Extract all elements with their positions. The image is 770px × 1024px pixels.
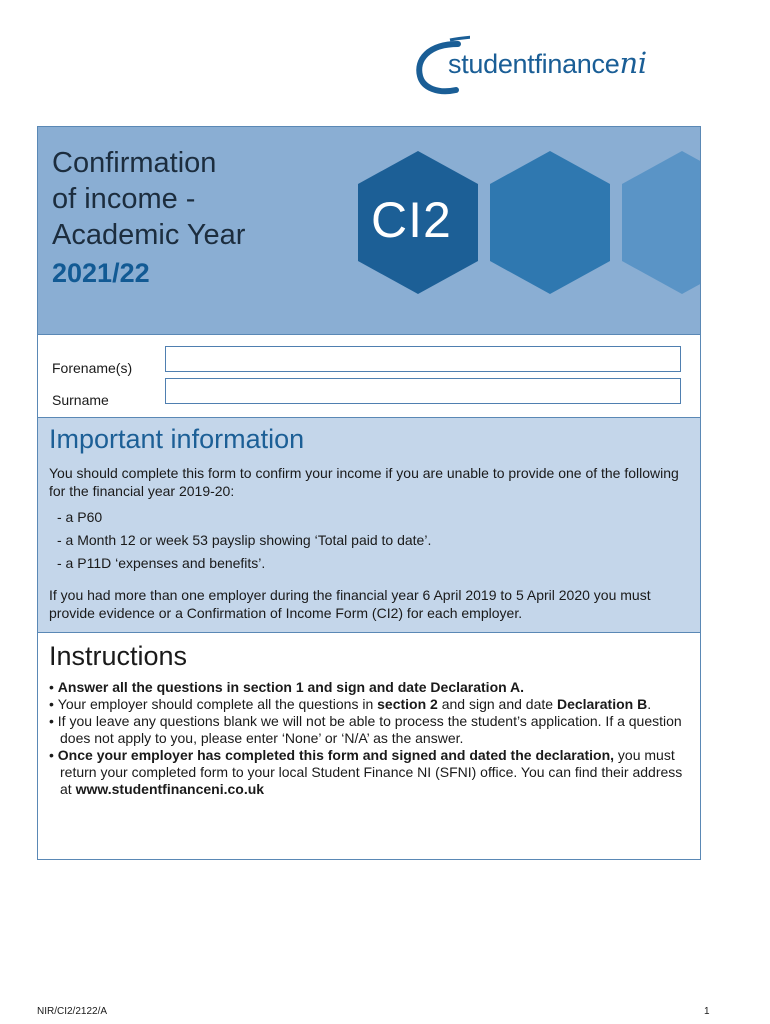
- title-line-1: Confirmation: [52, 147, 217, 179]
- sfni-website-link[interactable]: www.studentfinanceni.co.uk: [75, 781, 265, 797]
- instruction-2-section: section 2: [377, 696, 438, 712]
- page-number: 1: [704, 1006, 710, 1017]
- title-line-2: of income -: [52, 183, 196, 215]
- instruction-2-declaration: Declaration B: [556, 696, 648, 712]
- surname-input[interactable]: [165, 378, 681, 404]
- form-header: [38, 127, 700, 335]
- logo-suffix: ni: [619, 46, 647, 80]
- instruction-1-text: Answer all the questions in section 1 and sign and date Declaration A.: [57, 679, 525, 695]
- important-information-section: [38, 417, 700, 633]
- important-body: [49, 464, 699, 622]
- form-title: [52, 145, 246, 288]
- logo-brand: studentfinance: [448, 49, 620, 79]
- instruction-2-mid: and sign and date: [437, 696, 557, 712]
- instruction-item: • Your employer should complete all the questions in section 2 and sign and date Declaration B.: [49, 696, 652, 712]
- title-line-3: Academic Year: [52, 219, 246, 251]
- instructions-body: [49, 679, 694, 798]
- instruction-3-text: If you leave any questions blank we will not be able to process the student’s application. If a question does not apply to you, please enter ‘None’ or ‘N/A’ as the answer.: [57, 713, 682, 746]
- instruction-item: • Once your employer has completed this form and signed and dated the declaration, you must return your completed form to your local Student Finance NI (SFNI) office. You can find their address at www.studentfinanceni.co.uk: [49, 747, 683, 797]
- forename-input[interactable]: [165, 346, 681, 372]
- instruction-4-rest: you must return your completed form to your local Student Finance NI (SFNI) office. You can find their address at: [60, 747, 683, 797]
- important-outro: If you had more than one employer during the financial year 6 April 2019 to 5 April 2020 you must provide evidence or a Confirmation of Income Form (CI2) for each employer.: [49, 587, 651, 621]
- important-heading: Important information: [49, 424, 305, 454]
- form-reference-code: NIR/CI2/2122/A: [37, 1006, 108, 1017]
- instruction-4-bold: Once your employer has completed this form and signed and dated the declaration,: [57, 747, 615, 763]
- student-finance-ni-logo: [410, 30, 720, 100]
- forename-label: Forename(s): [52, 360, 133, 376]
- form-container: [37, 126, 701, 860]
- list-item: - a P11D ‘expenses and benefits’.: [57, 555, 266, 571]
- instructions-section: [38, 633, 700, 859]
- hexagon-light: [622, 151, 700, 294]
- important-intro: You should complete this form to confirm your income if you are unable to provide one of the following for the financial year 2019-20:: [49, 465, 679, 499]
- surname-label: Surname: [52, 392, 109, 408]
- academic-year: 2021/22: [52, 258, 150, 288]
- form-code: CI2: [371, 192, 452, 248]
- name-fields: [38, 335, 700, 417]
- hexagon-mid: [490, 151, 610, 294]
- list-item: - a Month 12 or week 53 payslip showing ‘Total paid to date’.: [57, 532, 432, 548]
- instruction-item: • If you leave any questions blank we will not be able to process the student’s application. If a question does not apply to you, please enter ‘None’ or ‘N/A’ as the answer.: [49, 713, 682, 746]
- instruction-2-end: .: [647, 696, 652, 712]
- instruction-2-pre: Your employer should complete all the questions in: [57, 696, 378, 712]
- logo-text: [448, 46, 647, 80]
- instruction-item: • Answer all the questions in section 1 and sign and date Declaration A.: [49, 679, 525, 695]
- list-item: - a P60: [57, 509, 103, 525]
- instructions-heading: Instructions: [49, 641, 188, 671]
